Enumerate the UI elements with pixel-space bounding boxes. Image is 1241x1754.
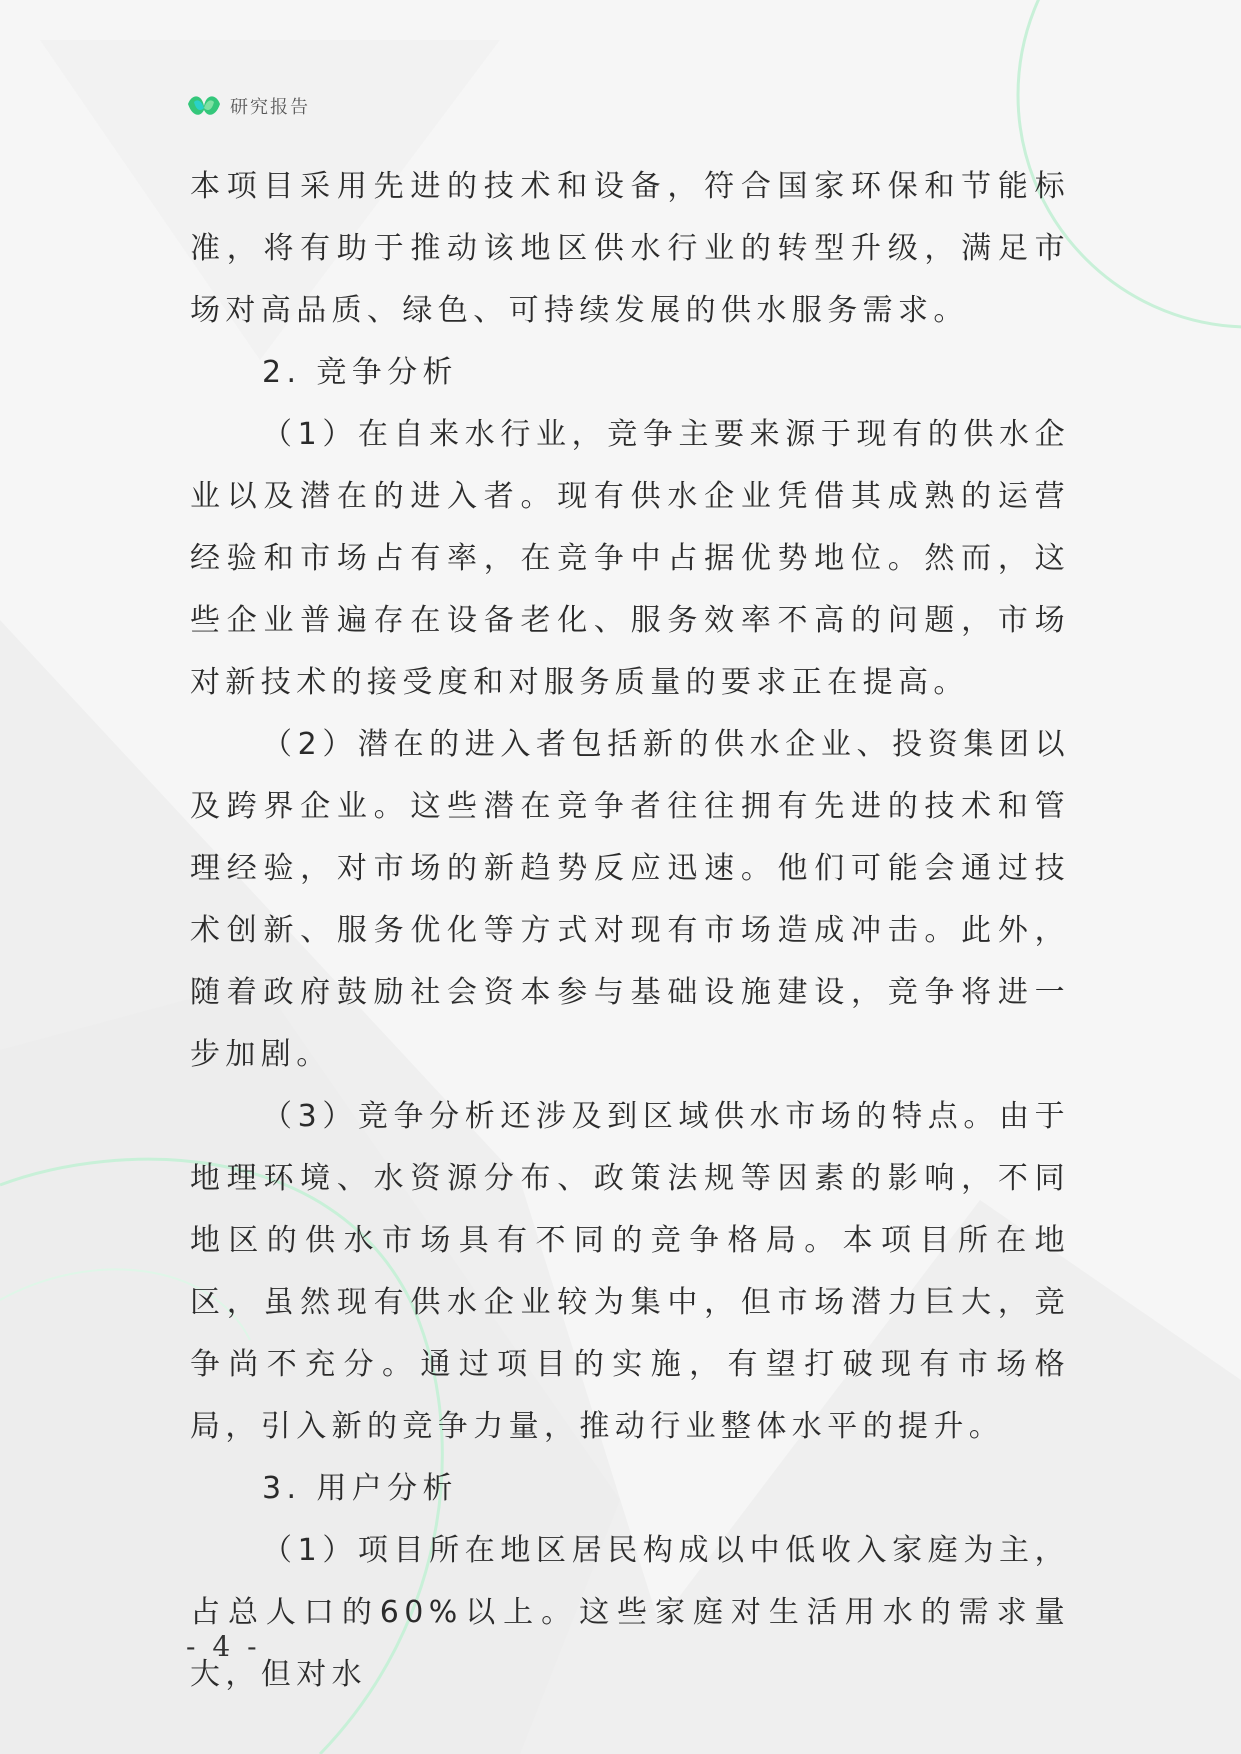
page-number: - 4 - [186,1630,261,1663]
page-header [186,88,310,124]
document-body [190,156,1070,1706]
paragraph-competition-2: （2）潜在的进入者包括新的供水企业、投资集团以及跨界企业。这些潜在竞争者往往拥有先进的技术和管理经验，对市场的新趋势反应迅速。他们可能会通过技术创新、服务优化等方式对现有市场造成冲击。此外，随着政府鼓励社会资本参与基础设施建设，竞争将进一步加剧。 [190,727,1070,1072]
section-heading-competition: 2. 竞争分析 [262,355,458,390]
paragraph-competition-1: （1）在自来水行业，竞争主要来源于现有的供水企业以及潜在的进入者。现有供水企业凭借其成熟的运营经验和市场占有率，在竞争中占据优势地位。然而，这些企业普遍存在设备老化、服务效率不高的问题，市场对新技术的接受度和对服务质量的要求正在提高。 [190,417,1070,700]
leaf-logo-icon [186,90,222,122]
header-title: 研究报告 [230,97,310,118]
section-heading-users: 3. 用户分析 [262,1471,458,1506]
paragraph-competition-3: （3）竞争分析还涉及到区域供水市场的特点。由于地理环境、水资源分布、政策法规等因素的影响，不同地区的供水市场具有不同的竞争格局。本项目所在地区，虽然现有供水企业较为集中，但市场潜力巨大，竞争尚不充分。通过项目的实施，有望打破现有市场格局，引入新的竞争力量，推动行业整体水平的提升。 [190,1099,1070,1444]
paragraph-users-1: （1）项目所在地区居民构成以中低收入家庭为主，占总人口的60%以上。这些家庭对生活用水的需求量大，但对水 [190,1533,1070,1692]
paragraph-intro: 本项目采用先进的技术和设备，符合国家环保和节能标准，将有助于推动该地区供水行业的转型升级，满足市场对高品质、绿色、可持续发展的供水服务需求。 [190,169,1070,328]
